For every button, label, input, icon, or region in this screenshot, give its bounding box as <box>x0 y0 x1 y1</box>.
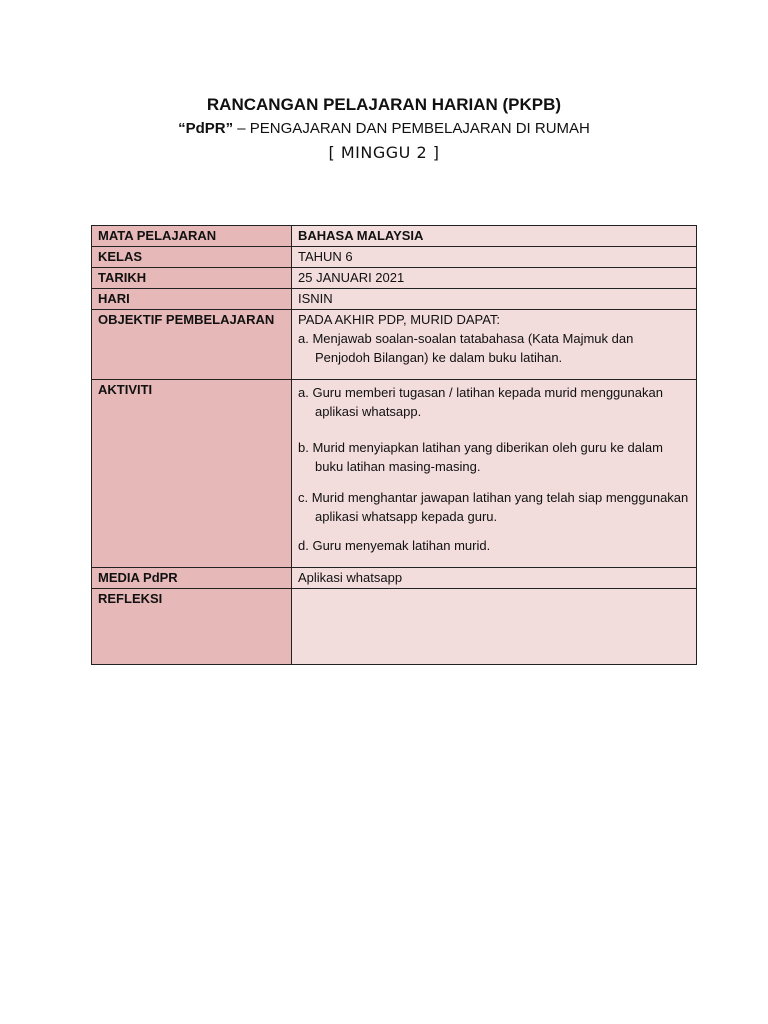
label-media: MEDIA PdPR <box>92 568 292 589</box>
lesson-plan-table <box>91 225 697 665</box>
document-header <box>0 92 768 166</box>
value-mata-pelajaran: BAHASA MALAYSIA <box>292 226 697 247</box>
row-refleksi <box>92 589 697 665</box>
label-hari: HARI <box>92 289 292 310</box>
objektif-item: a. Menjawab soalan-soalan tatabahasa (Kata Majmuk dan Penjodoh Bilangan) ke dalam buku latihan. <box>298 331 634 365</box>
label-tarikh: TARIKH <box>92 268 292 289</box>
label-aktiviti: AKTIVITI <box>92 380 292 568</box>
aktiviti-item-d: d. Guru menyemak latihan murid. <box>298 538 491 553</box>
row-hari <box>92 289 697 310</box>
subtitle-text: – PENGAJARAN DAN PEMBELAJARAN DI RUMAH <box>233 120 590 137</box>
week-label: [ MINGGU 2 ] <box>328 143 440 162</box>
value-media: Aplikasi whatsapp <box>292 568 697 589</box>
label-refleksi: REFLEKSI <box>92 589 292 665</box>
row-media <box>92 568 697 589</box>
aktiviti-item-a: a. Guru memberi tugasan / latihan kepada murid menggunakan aplikasi whatsapp. <box>298 385 663 419</box>
row-mata-pelajaran <box>92 226 697 247</box>
value-kelas: TAHUN 6 <box>292 247 697 268</box>
row-tarikh <box>92 268 697 289</box>
value-objektif <box>292 310 697 380</box>
label-kelas: KELAS <box>92 247 292 268</box>
page-subtitle <box>0 118 768 140</box>
row-aktiviti <box>92 380 697 568</box>
value-refleksi <box>292 589 697 665</box>
value-aktiviti <box>292 380 697 568</box>
aktiviti-item-c: c. Murid menghantar jawapan latihan yang telah siap menggunakan aplikasi whatsapp kepada guru. <box>298 490 689 524</box>
row-objektif <box>92 310 697 380</box>
label-objektif: OBJEKTIF PEMBELAJARAN <box>92 310 292 380</box>
row-kelas <box>92 247 697 268</box>
value-hari: ISNIN <box>292 289 697 310</box>
aktiviti-item-b: b. Murid menyiapkan latihan yang diberikan oleh guru ke dalam buku latihan masing-masing. <box>298 440 663 474</box>
value-tarikh: 25 JANUARI 2021 <box>292 268 697 289</box>
objektif-intro: PADA AKHIR PDP, MURID DAPAT: <box>298 312 501 327</box>
page-title: RANCANGAN PELAJARAN HARIAN (PKPB) <box>206 95 562 114</box>
label-mata-pelajaran: MATA PELAJARAN <box>92 226 292 247</box>
subtitle-pdpr: “PdPR” <box>178 120 234 137</box>
